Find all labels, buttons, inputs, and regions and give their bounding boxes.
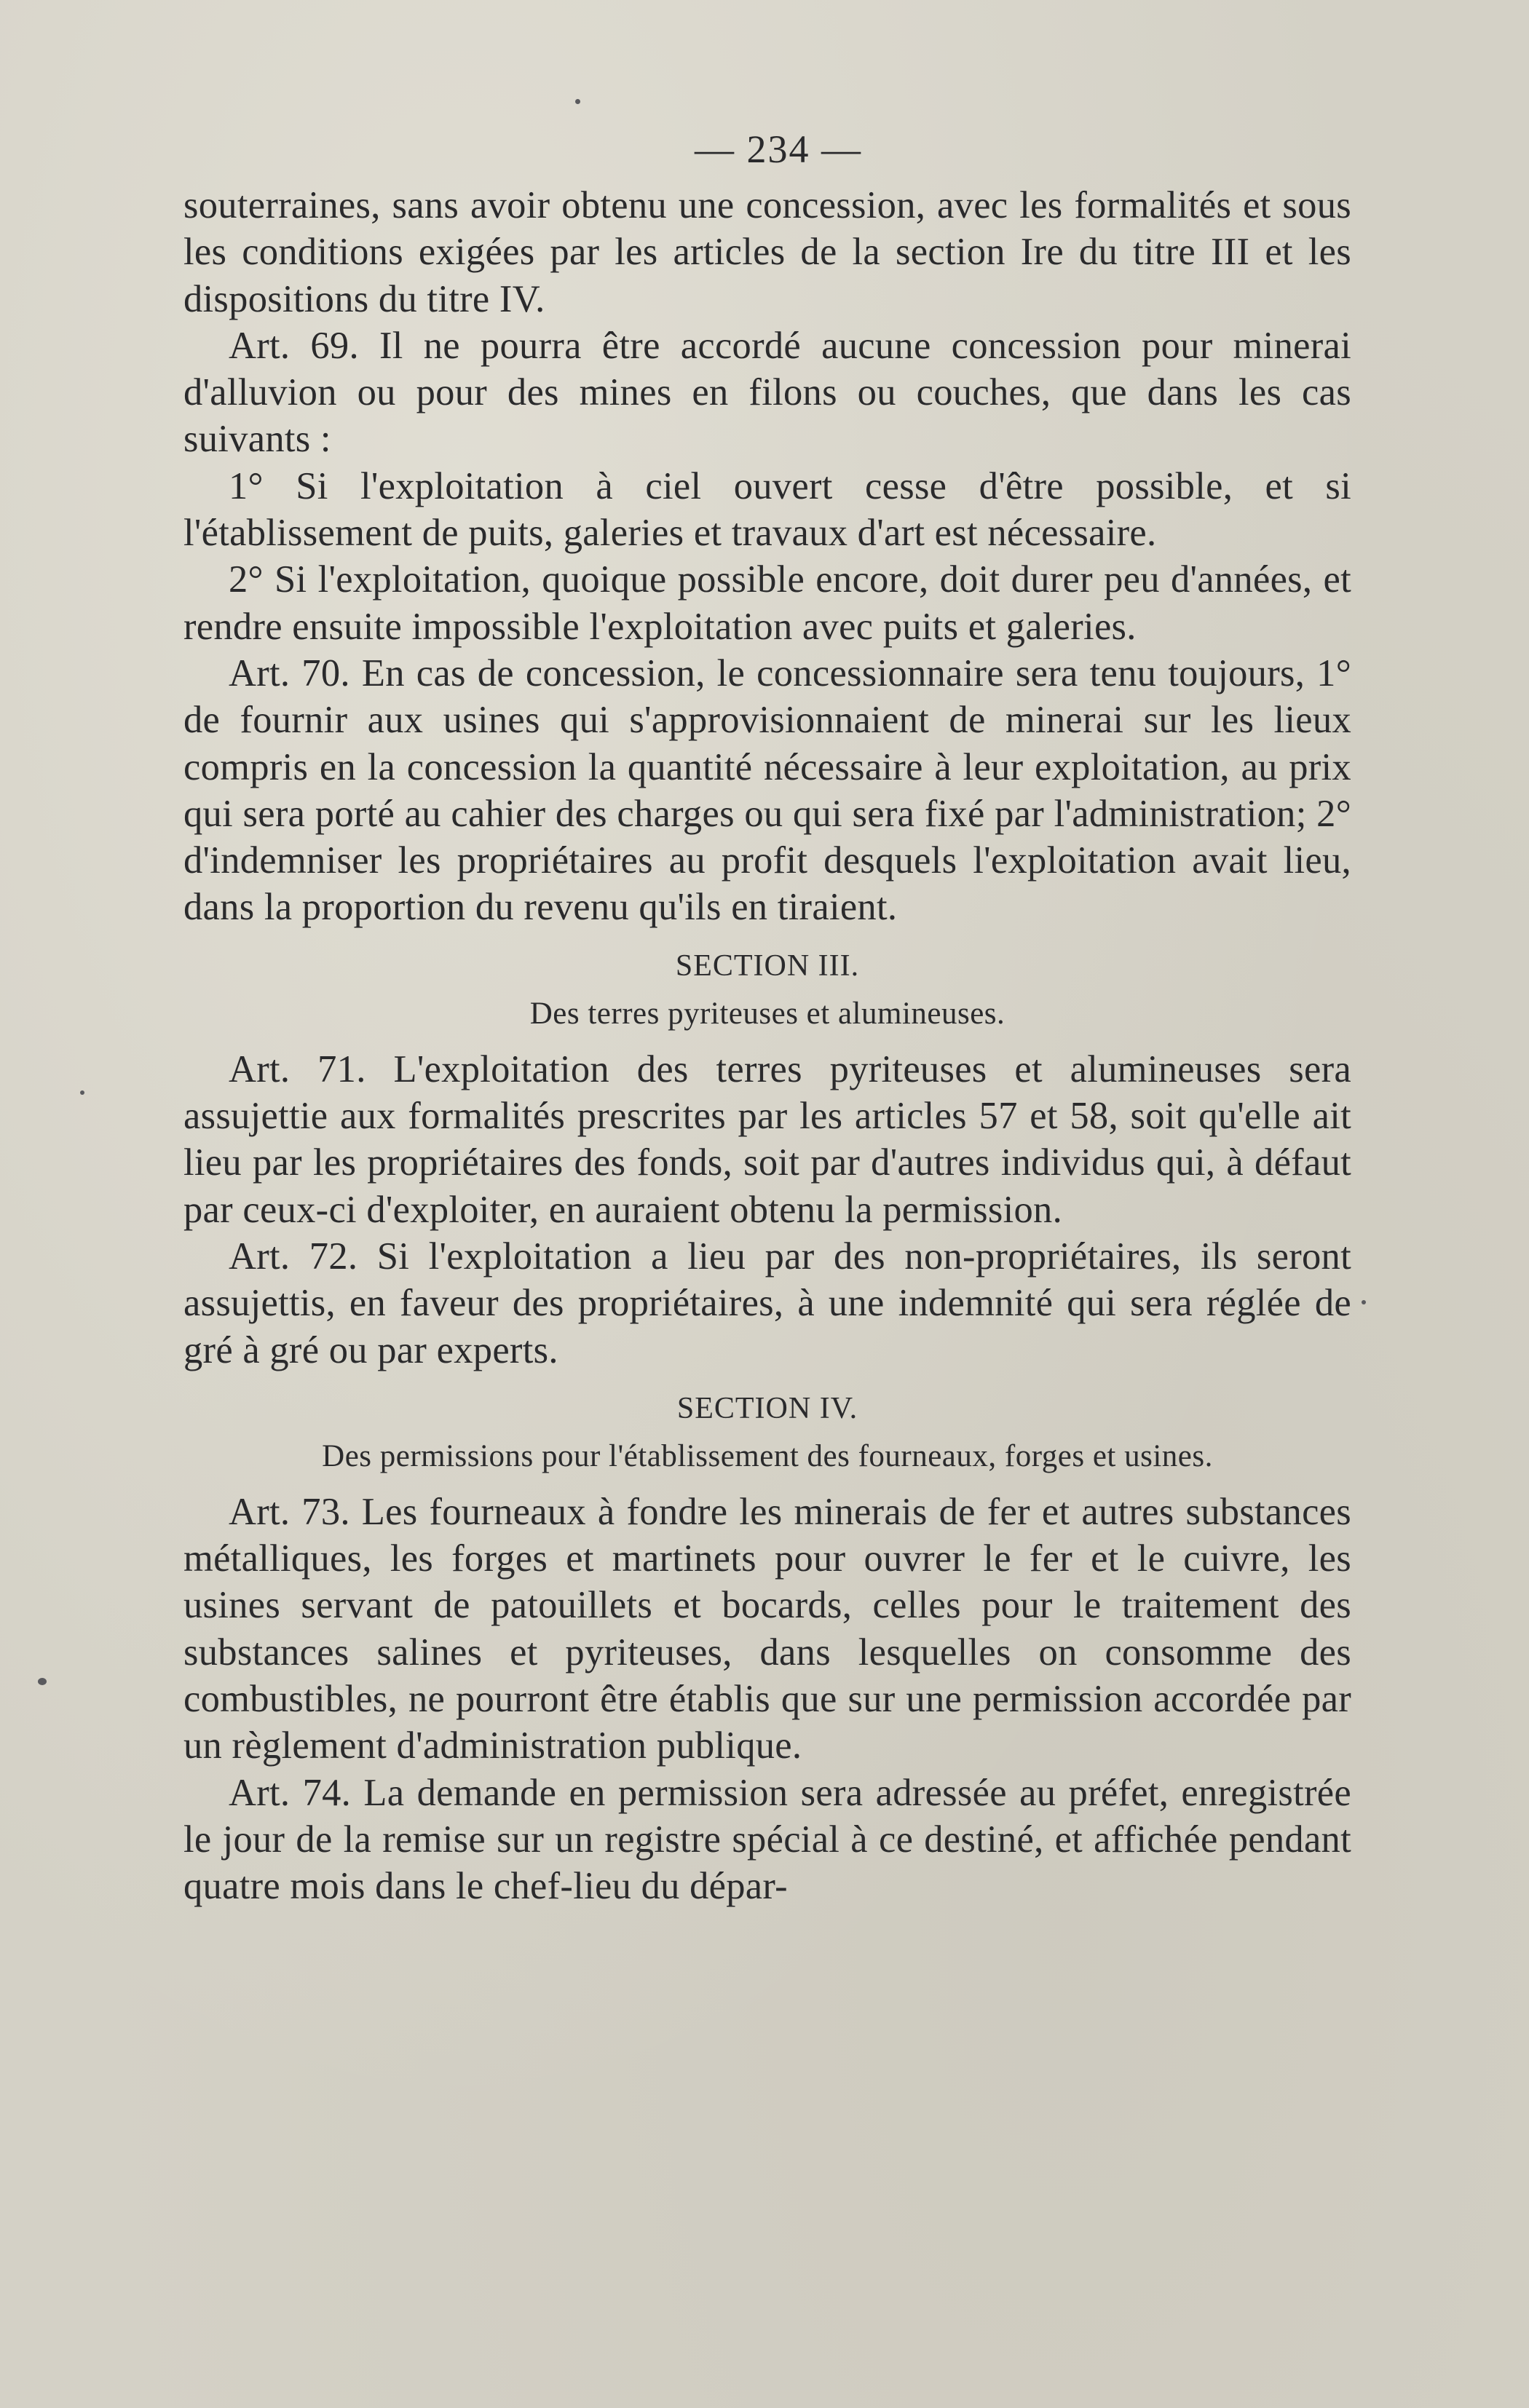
paragraph-continuation: souterraines, sans avoir obtenu une concession, avec les formalités et sous les conditions exigées par les articles de la section Ire du titre III et les dispositions du titre IV. [183,184,1351,320]
book-page [183,116,1351,1910]
article-72: Art. 72. Si l'exploitation a lieu par des non-propriétaires, ils seront assujettis, en faveur des propriétaires, à une indemnité qui sera réglée de gré à gré ou par experts. [183,1235,1351,1371]
article-69-case-1: 1° Si l'exploitation à ciel ouvert cesse d'être possible, et si l'établissement de puits, galeries et travaux d'art est nécessaire. [183,464,1351,555]
article-71: Art. 71. L'exploitation des terres pyriteuses et alumineuses sera assujettie aux formalités prescrites par les articles 57 et 58, soit qu'elle ait lieu par les propriétaires des fonds, soit par d'autres individus qui, à défaut par ceux-ci d'exploiter, en auraient obtenu la permission. [183,1047,1351,1231]
article-69: Art. 69. Il ne pourra être accordé aucune concession pour minerai d'alluvion ou pour des mines en filons ou couches, que dans les cas suivants : [183,324,1351,461]
section-3-subtitle: Des terres pyriteuses et alumineuses. [529,996,1005,1031]
section-4-subtitle: Des permissions pour l'établissement des fourneaux, forges et usines. [322,1438,1213,1473]
article-74: Art. 74. La demande en permission sera adressée au préfet, enregistrée le jour de la remise sur un registre spécial à ce destiné, et affichée pendant quatre mois dans le chef-lieu du dépar- [183,1771,1351,1908]
article-73: Art. 73. Les fourneaux à fondre les minerais de fer et autres substances métalliques, les forges et martinets pour ouvrer le fer et le cuivre, les usines servant de patouillets et bocards, celles pour le traitement des substances salines et pyriteuses, dans lesquelles on consomme des combustibles, ne pourront être établis que sur une permission accordée par un règlement d'administration publique. [183,1490,1351,1767]
article-69-case-2: 2° Si l'exploitation, quoique possible encore, doit durer peu d'années, et rendre ensuite impossible l'exploitation avec puits et galeries. [183,558,1351,648]
paper-speck [575,99,580,104]
section-3-heading: SECTION III. [675,948,860,983]
paper-speck [80,1090,84,1095]
paper-speck [38,1678,47,1685]
page-number: — 234 — [695,127,862,171]
section-4-heading: SECTION IV. [676,1391,858,1425]
paper-speck [1362,1300,1366,1304]
article-70: Art. 70. En cas de concession, le concessionnaire sera tenu toujours, 1° de fournir aux usines qui s'approvisionnaient de minerai sur les lieux compris en la concession la quantité nécessaire à leur exploitation, au prix qui sera porté au cahier des charges ou qui sera fixé par l'administration; 2° d'indemniser les propriétaires au profit desquels l'exploitation avait lieu, dans la proportion du revenu qu'ils en tiraient. [183,651,1351,929]
